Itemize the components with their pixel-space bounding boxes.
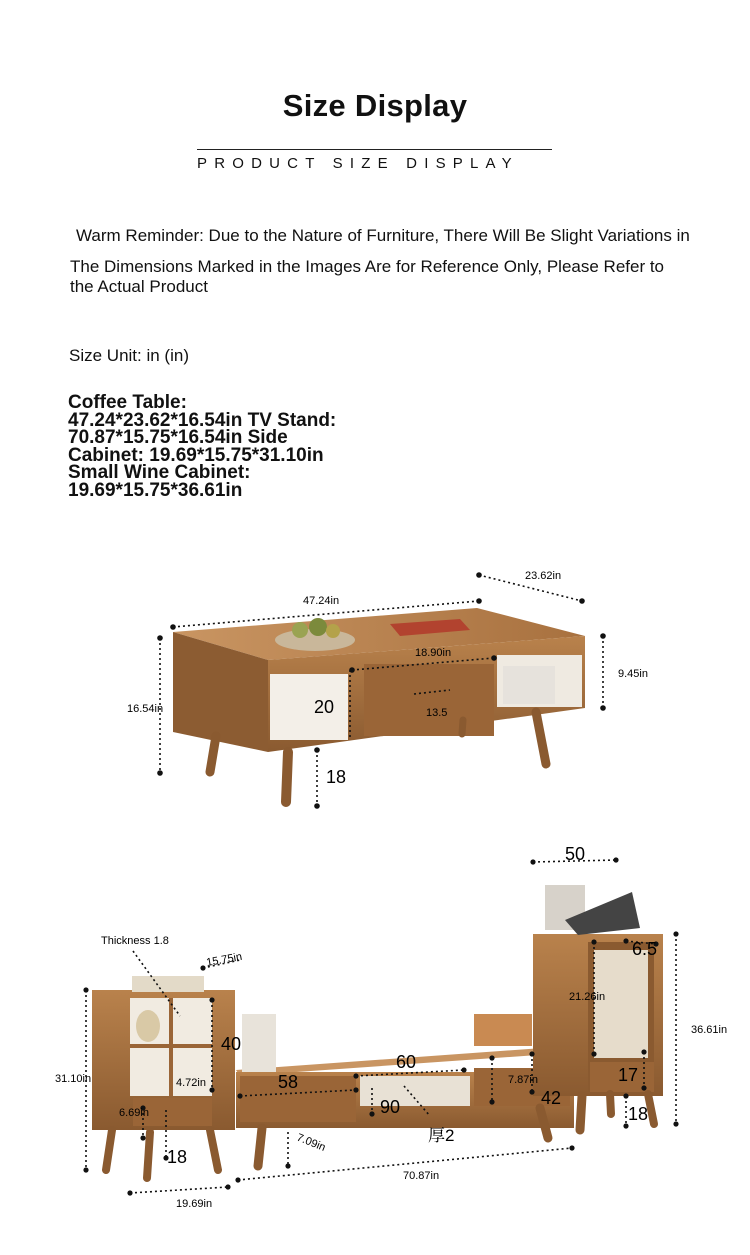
- coffee-table-handle-label: 13.5: [426, 707, 448, 719]
- dimensions-list: Coffee Table: 47.24*23.62*16.54in TV Stand: 70.87*15.75*16.54in Side Cabinet: 19.69*15.75*31.10in Small Wine Cabinet: 19.69*15.75*36.61in: [68, 392, 337, 501]
- side-cabinet-inner-b-label: 6.69in: [119, 1107, 149, 1119]
- tv-stand-shelf-label: 42: [541, 1088, 562, 1108]
- page-title: Size Display: [282, 88, 468, 123]
- tv-stand-drawer-height-label: 7.87in: [508, 1074, 538, 1086]
- coffee-table-depth-label: 23.62in: [525, 570, 562, 582]
- side-cabinet-cubby-label: 40: [221, 1034, 242, 1054]
- tv-stand-width-label: 70.87in: [403, 1170, 440, 1182]
- page-subtitle: PRODUCT SIZE DISPLAY: [197, 155, 519, 172]
- side-cabinet-width-label: 19.69in: [176, 1198, 213, 1210]
- tv-stand-board-label: 厚2: [428, 1126, 455, 1145]
- coffee-table-length-label: 47.24in: [303, 595, 340, 607]
- coffee-table-height-label: 16.54in: [127, 703, 164, 715]
- side-cabinet-depth-label: 15.75in: [205, 950, 244, 969]
- wine-cabinet-width-label: 50: [565, 844, 586, 864]
- side-cabinet-illustration: [92, 976, 235, 1178]
- side-cabinet-leg-label: 18: [167, 1147, 188, 1167]
- tv-stand-drawer-label: 58: [278, 1072, 299, 1092]
- wine-cabinet-inner-label: 21.26in: [569, 991, 606, 1003]
- size-unit: Size Unit: in (in): [69, 346, 189, 365]
- tv-stand-opening-label: 90: [380, 1097, 401, 1117]
- wine-cabinet-height-label: 36.61in: [691, 1024, 728, 1036]
- coffee-table-drawer-label: 18.90in: [415, 647, 452, 659]
- coffee-table-leg-label: 18: [326, 767, 347, 787]
- product-dimension-figure: [0, 550, 750, 1250]
- coffee-table-illustration: [173, 608, 585, 802]
- thickness-label: Thickness 1.8: [101, 935, 169, 947]
- wine-cabinet-leg-label: 18: [628, 1104, 649, 1124]
- wine-cabinet-shelf-label: 6.5: [632, 939, 658, 959]
- warm-reminder-line2: The Dimensions Marked in the Images Are for Reference Only, Please Refer to the Actual Product: [70, 257, 665, 296]
- coffee-table-shelf-label: 9.45in: [618, 668, 648, 680]
- warm-reminder-line1: Warm Reminder: Due to the Nature of Furniture, There Will Be Slight Variations in: [76, 226, 690, 245]
- tv-stand-top-label: 60: [396, 1052, 417, 1072]
- title-divider: [197, 149, 552, 150]
- side-cabinet-inner-a-label: 4.72in: [176, 1077, 206, 1089]
- wine-cabinet-door-label: 17: [618, 1065, 639, 1085]
- coffee-table-opening-label: 20: [314, 697, 335, 717]
- tv-stand-leg-gap-label: 7.09in: [294, 1131, 328, 1155]
- side-cabinet-height-label: 31.10in: [55, 1073, 92, 1085]
